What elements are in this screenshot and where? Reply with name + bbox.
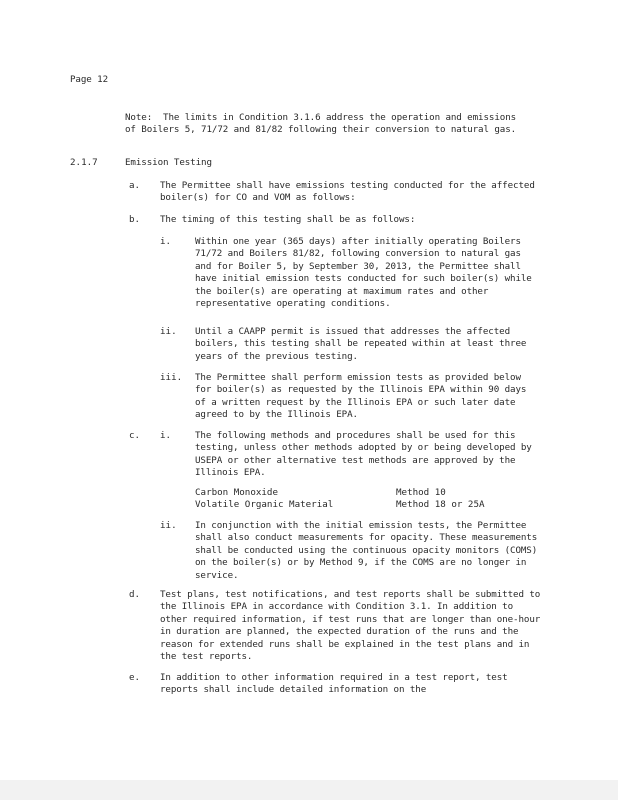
item-b-i-text: Within one year (365 days) after initially operating Boilers 71/72 and Boilers 81/82, following conversion to natural gas and for Boiler 5, by September 30, 2013, the Permittee shall have initial emission tests conducted for such boiler(s) while the boiler(s) are operating at maximum rates and other representative operating conditions. — [195, 236, 538, 310]
item-b-ii-text: Until a CAAPP permit is issued that addresses the affected boilers, this testing shall be repeated within at least three years of the previous testing. — [195, 326, 532, 362]
item-c-ii-text: In conjunction with the initial emission tests, the Permittee shall also conduct measurements for opacity. These measurements shall be conducted using the continuous opacity monitors (COMS) on the boiler(s) or by Method 9, if the COMS are no longer in service. — [195, 520, 543, 581]
item-e-text: In addition to other information required in a test report, test reports shall include detailed information on the — [160, 672, 514, 696]
item-b-ii-label: ii. — [160, 326, 177, 337]
item-c-i-text: The following methods and procedures shall be used for this testing, unless other methods adopted by or being developed by USEPA or other alternative test methods are approved by the Illinois EPA. — [195, 430, 538, 479]
item-a-label: a. — [129, 180, 141, 191]
item-c-ii-label: ii. — [160, 520, 177, 531]
section-number: 2.1.7 — [70, 157, 98, 168]
note-paragraph: Note: The limits in Condition 3.1.6 address the operation and emissions of Boilers 5, 71/72 and 81/82 following their conversion to natural gas. — [125, 112, 522, 136]
item-b-iii-label: iii. — [160, 372, 183, 383]
item-d-text: Test plans, test notifications, and test reports shall be submitted to the Illinois EPA in accordance with Condition 3.1. In addition to other required information, if test runs that are longer than one-hour in duration are planned, the expected duration of the runs and the reason for extended runs shall be explained in the test plans and in the test reports. — [160, 589, 546, 663]
item-b-i-label: i. — [160, 236, 172, 247]
scan-footer-band — [0, 780, 618, 800]
item-c-label: c. — [129, 430, 141, 441]
item-e-label: e. — [129, 672, 141, 683]
item-b-text: The timing of this testing shall be as follows: — [160, 214, 416, 225]
item-b-label: b. — [129, 214, 141, 225]
method-name: Method 10 — [396, 487, 446, 498]
page-header: Page 12 — [70, 74, 109, 85]
method-pollutant: Carbon Monoxide — [195, 487, 278, 498]
item-c-i-label: i. — [160, 430, 172, 441]
method-pollutant: Volatile Organic Material — [195, 499, 334, 510]
method-name: Method 18 or 25A — [396, 499, 485, 510]
item-a-text: The Permittee shall have emissions testing conducted for the affected boiler(s) for CO and VOM as follows: — [160, 180, 541, 204]
item-d-label: d. — [129, 589, 141, 600]
section-title: Emission Testing — [125, 157, 212, 168]
item-b-iii-text: The Permittee shall perform emission tests as provided below for boiler(s) as requested by the Illinois EPA within 90 days of a written request by the Illinois EPA or such later date agreed to by the Illinois EPA. — [195, 372, 532, 421]
